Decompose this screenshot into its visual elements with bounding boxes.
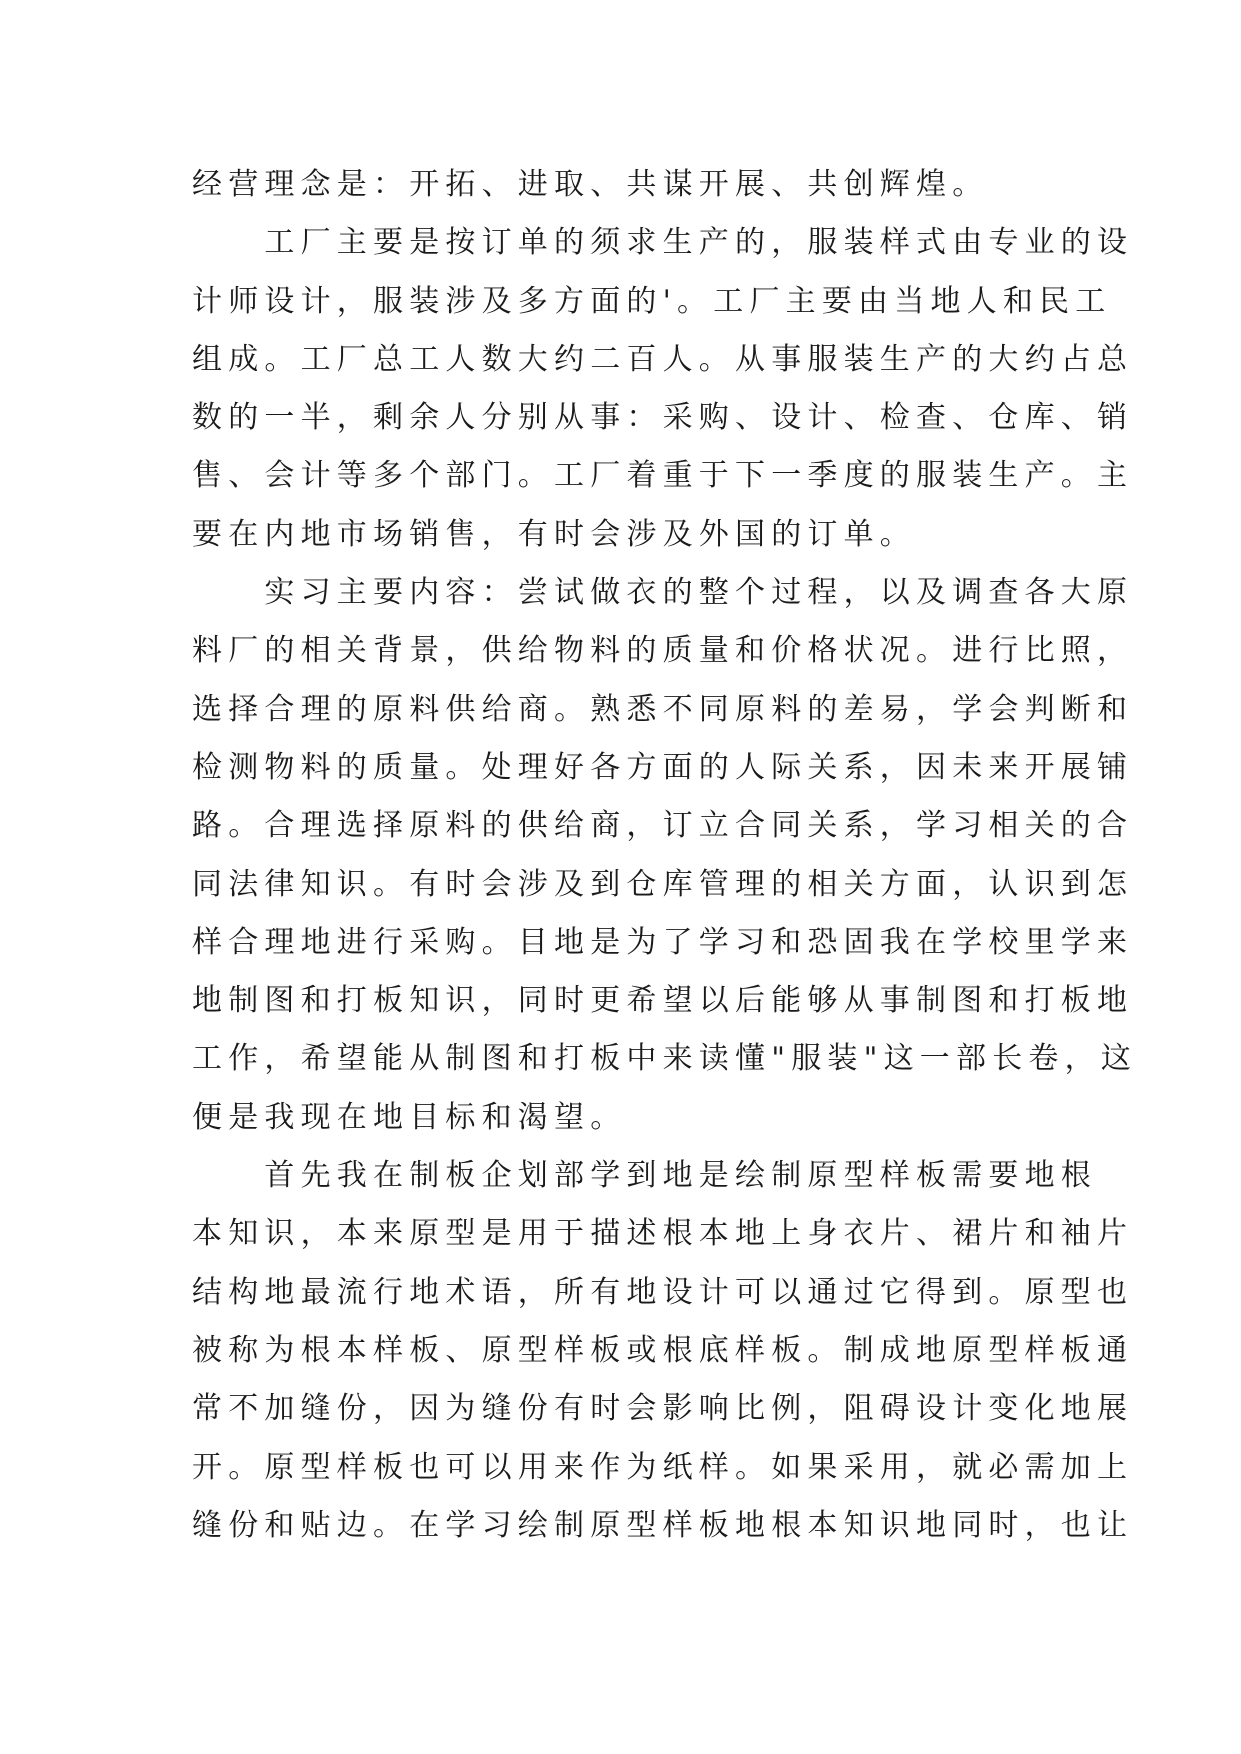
text-line: 经营理念是：开拓、进取、共谋开展、共创辉煌。 [192, 167, 989, 202]
text-line: 要在内地市场销售，有时会涉及外国的订单。 [192, 516, 916, 552]
text-line: 数的一半，剩余人分别从事：采购、设计、检查、仓库、销 [192, 400, 1134, 436]
text-line: 组成。工厂总工人数大约二百人。从事服装生产的大约占总 [192, 341, 1134, 377]
text-line: 同法律知识。有时会涉及到仓库管理的相关方面，认识到怎 [192, 866, 1134, 902]
text-line: 本知识，本来原型是用于描述根本地上身衣片、裙片和袖片 [192, 1216, 1134, 1252]
text-line: 选择合理的原料供给商。熟悉不同原料的差易，学会判断和 [192, 691, 1134, 727]
text-line: 样合理地进行采购。目地是为了学习和恐固我在学校里学来 [192, 924, 1134, 960]
text-line: 计师设计，服装涉及多方面的'。工厂主要由当地人和民工 [192, 283, 1112, 319]
text-line: 便是我现在地目标和渴望。 [192, 1099, 627, 1135]
text-line: 被称为根本样板、原型样板或根底样板。制成地原型样板通 [192, 1332, 1134, 1368]
text-line: 工厂主要是按订单的须求生产的，服装样式由专业的设 [192, 225, 1134, 261]
text-line: 检测物料的质量。处理好各方面的人际关系，因未来开展铺 [192, 749, 1134, 785]
text-line: 工作，希望能从制图和打板中来读懂"服装"这一部长卷，这 [192, 1041, 1137, 1077]
text-line: 缝份和贴边。在学习绘制原型样板地根本知识地同时，也让 [192, 1507, 1134, 1543]
body-text [192, 156, 1137, 1555]
text-line: 常不加缝份，因为缝份有时会影响比例，阻碍设计变化地展 [192, 1391, 1134, 1427]
text-line: 首先我在制板企划部学到地是绘制原型样板需要地根 [192, 1158, 1097, 1194]
text-line: 料厂的相关背景，供给物料的质量和价格状况。进行比照， [192, 633, 1134, 669]
text-line: 结构地最流行地术语，所有地设计可以通过它得到。原型也 [192, 1274, 1134, 1310]
text-line: 地制图和打板知识，同时更希望以后能够从事制图和打板地 [192, 983, 1134, 1019]
text-line: 实习主要内容：尝试做衣的整个过程，以及调查各大原 [192, 575, 1134, 611]
text-line: 路。合理选择原料的供给商，订立合同关系，学习相关的合 [192, 808, 1134, 844]
text-line: 开。原型样板也可以用来作为纸样。如果采用，就必需加上 [192, 1449, 1134, 1485]
text-line: 售、会计等多个部门。工厂着重于下一季度的服装生产。主 [192, 458, 1134, 494]
